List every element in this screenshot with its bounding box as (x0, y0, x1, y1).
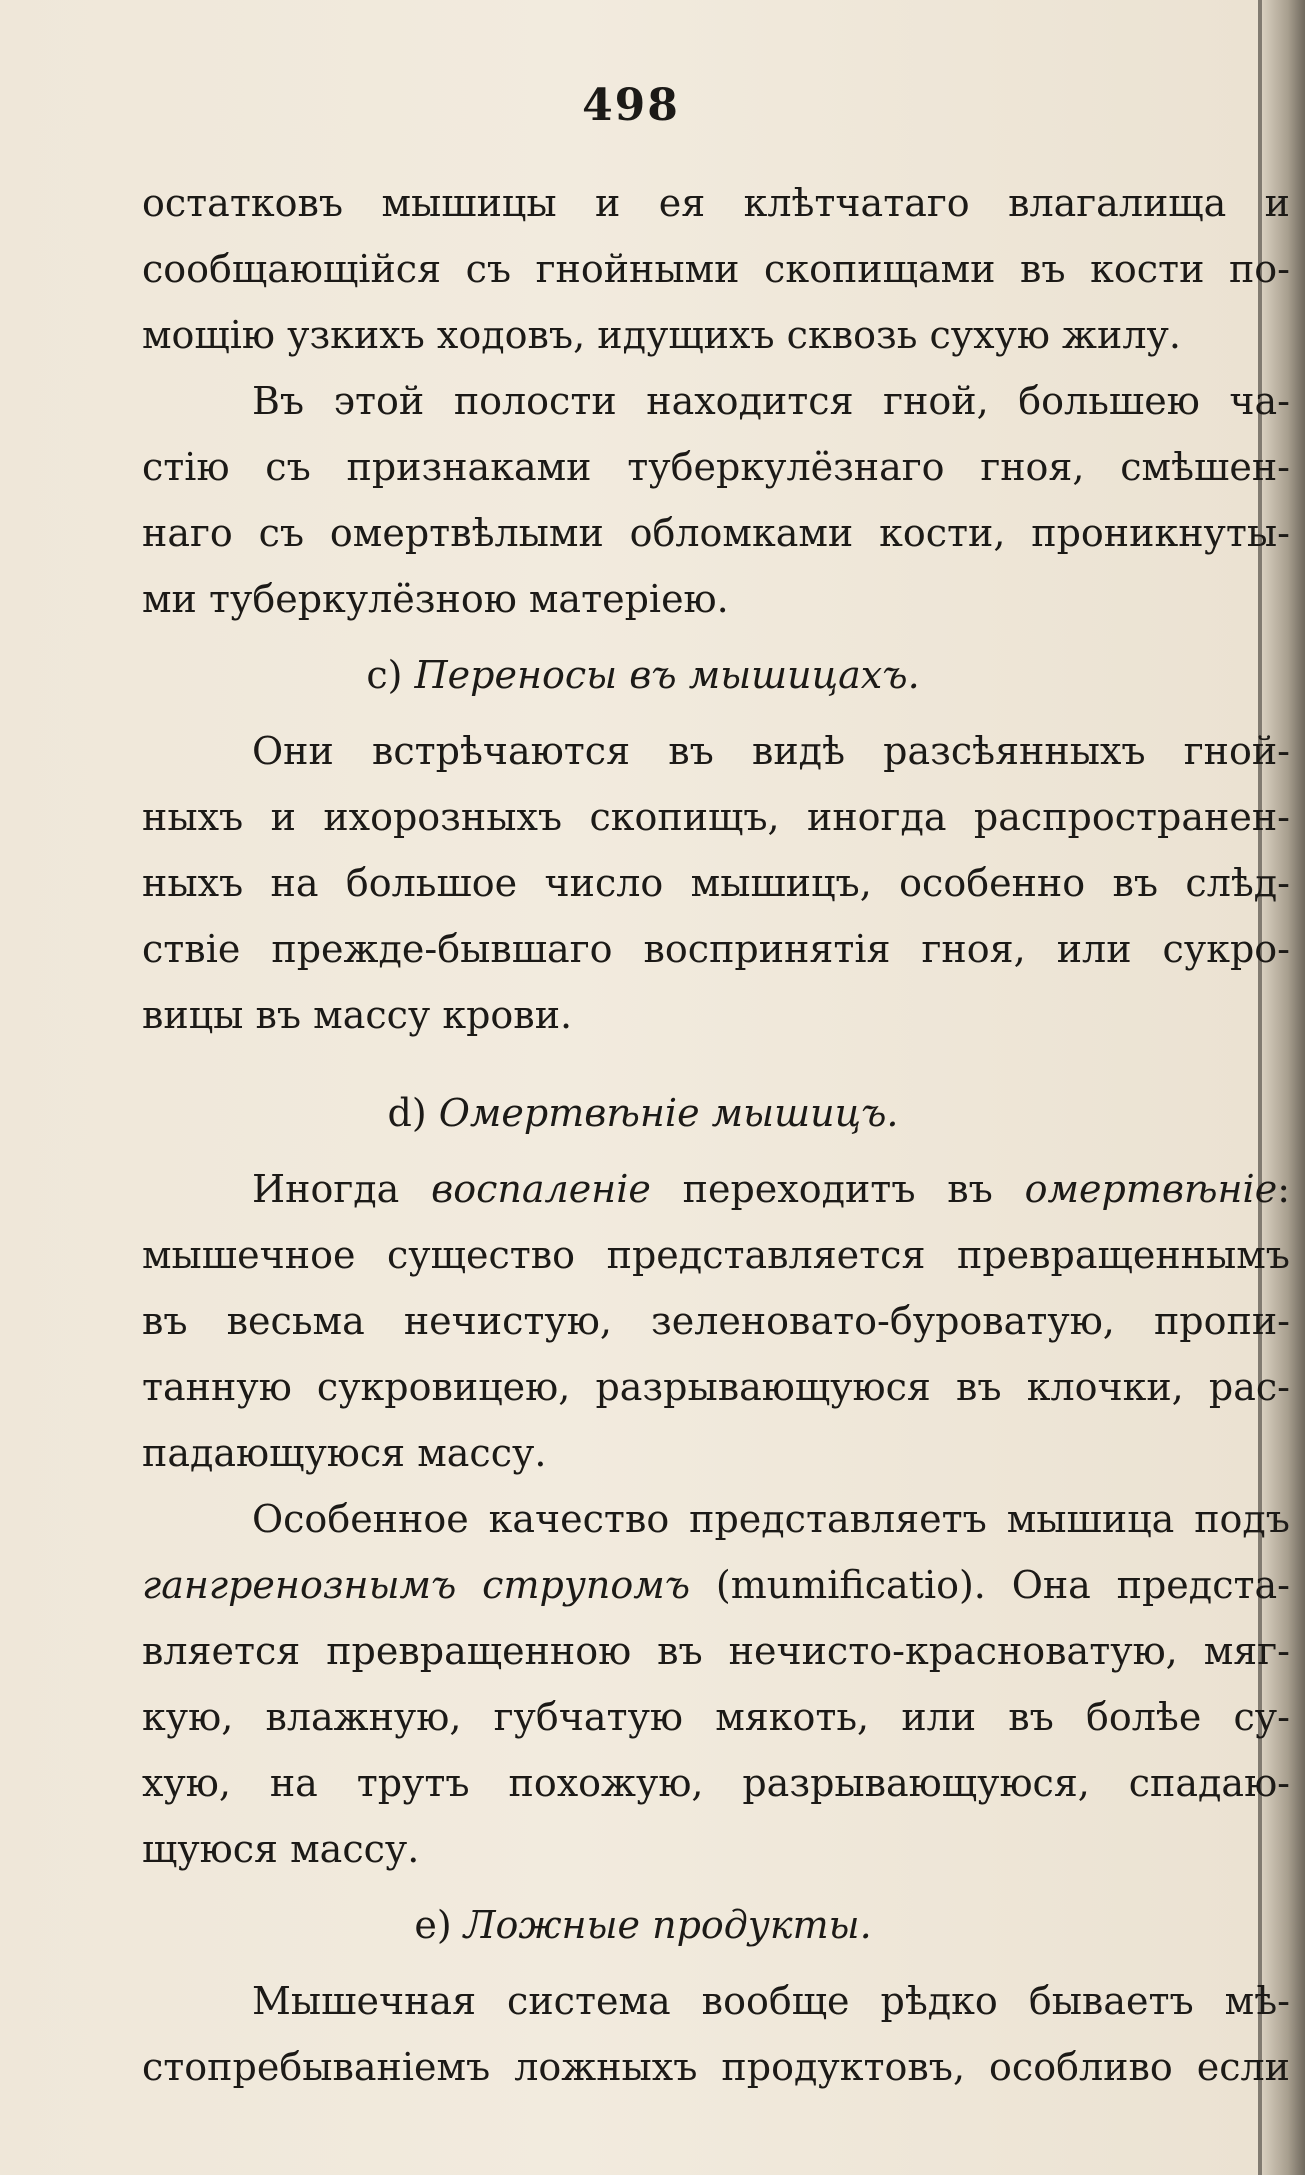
page-text (142, 170, 1290, 2100)
section-heading-d (142, 1070, 1144, 1156)
text-line: вляется превращенною въ нечисто-красноватую, мяг- (142, 1629, 1290, 1673)
text-line: Мышечная система вообще рѣдко бываетъ мѣ- (252, 1979, 1290, 2023)
text-line (142, 1552, 1290, 1618)
page-number: 498 (582, 80, 680, 131)
text-line: Въ этой полости находится гной, большею ча- (252, 379, 1290, 423)
heading-title: Ложные продукты. (463, 1903, 872, 1947)
text-line: сообщающійся съ гнойными скопищами въ кости по- (142, 247, 1290, 291)
text-line: стію съ признаками туберкулёзнаго гноя, смѣшен- (142, 445, 1290, 489)
heading-title: Омертвѣніе мышицъ. (438, 1091, 899, 1135)
text-line: кую, влажную, губчатую мякоть, или въ болѣе су- (142, 1695, 1290, 1739)
text-run: : (1277, 1167, 1290, 1211)
text-line: щуюся массу. (142, 1827, 420, 1871)
italic-term: омертвѣніе (1024, 1167, 1278, 1211)
text-line: Особенное качество представляетъ мышица подъ (252, 1497, 1290, 1541)
text-run: Иногда (252, 1167, 432, 1211)
text-line: ныхъ на большое число мышицъ, особенно въ слѣд- (142, 861, 1290, 905)
text-line: въ весьма нечистую, зеленовато-буроватую, пропи- (142, 1299, 1290, 1343)
heading-letter: e) (414, 1903, 452, 1947)
text-run: (mumificatio). Она предста- (690, 1563, 1290, 1607)
text-line: наго съ омертвѣлыми обломками кости, проникнуты- (142, 511, 1290, 555)
text-line: Они встрѣчаются въ видѣ разсѣянныхъ гной- (252, 729, 1290, 773)
italic-term: гангренознымъ струпомъ (142, 1563, 691, 1607)
section-heading-c (142, 632, 1144, 718)
heading-title: Переносы въ мышицахъ. (414, 653, 920, 697)
text-line: ствіе прежде-бывшаго воспринятія гноя, или сукро- (142, 927, 1290, 971)
heading-letter: d) (387, 1091, 427, 1135)
text-run: переходитъ въ (650, 1167, 1025, 1211)
text-line: остатковъ мышицы и ея клѣтчатаго влагалища и (142, 181, 1290, 225)
text-line: стопребываніемъ ложныхъ продуктовъ, особливо если (142, 2045, 1290, 2089)
text-line: хую, на трутъ похожую, разрывающуюся, спадаю- (142, 1761, 1290, 1805)
text-line: ныхъ и ихорозныхъ скопищъ, иногда распространен- (142, 795, 1290, 839)
text-line: ми туберкулёзною матеріею. (142, 577, 729, 621)
text-line: вицы въ массу крови. (142, 993, 573, 1037)
text-line (142, 1156, 1290, 1222)
text-line: мощію узкихъ ходовъ, идущихъ сквозь сухую жилу. (142, 313, 1181, 357)
heading-letter: c) (366, 653, 403, 697)
text-line: танную сукровицею, разрывающуюся въ клочки, рас- (142, 1365, 1290, 1409)
text-line: падающуюся массу. (142, 1431, 547, 1475)
section-heading-e (142, 1882, 1144, 1968)
italic-term: воспаленіе (431, 1167, 651, 1211)
text-line: мышечное существо представляется превращеннымъ (142, 1233, 1290, 1277)
